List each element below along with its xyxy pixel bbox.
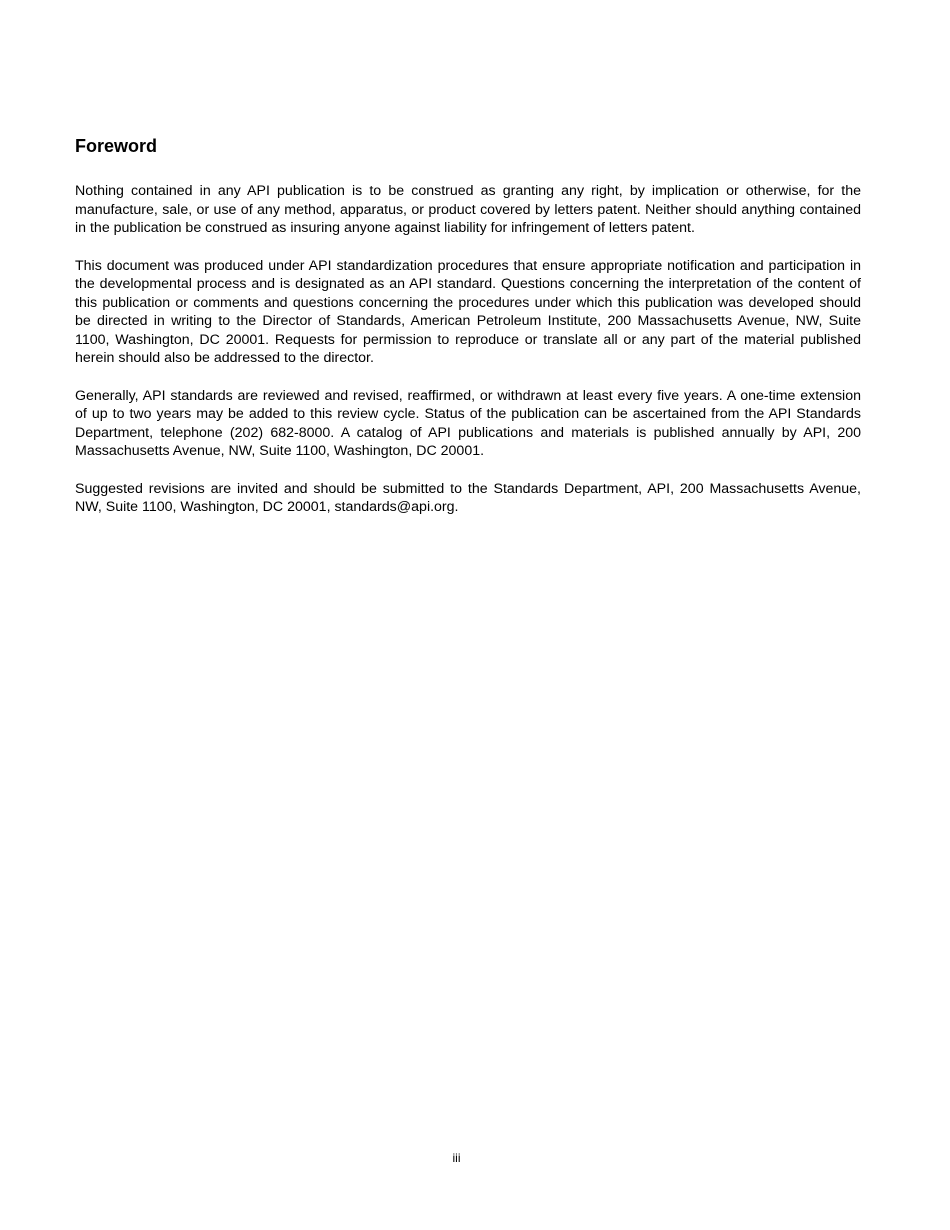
paragraph-patent-disclaimer: Nothing contained in any API publication is to be construed as granting any right, by implication or otherwise, for the manufacture, sale, or use of any method, apparatus, or product covered by letters patent. Neither should anything contained in the publication be construed as insuring anyone against liability for infringement of letters patent. [75,183,861,236]
page-title: Foreword [75,136,158,156]
foreword-body [75,182,861,536]
paragraph-suggested-revisions: Suggested revisions are invited and should be submitted to the Standards Department, API, 200 Massachusetts Avenue, NW, Suite 1100, Washington, DC 20001, standards@api.org. [75,480,861,515]
paragraph-standardization-procedures: This document was produced under API standardization procedures that ensure appropriate notification and participation in the developmental process and is designated as an API standard. Questions concerning the interpretation of the content of this publication or comments and questions concerning the procedures under which this publication was developed should be directed in writing to the Director of Standards, American Petroleum Institute, 200 Massachusetts Avenue, NW, Suite 1100, Washington, DC 20001. Requests for permission to reproduce or translate all or any part of the material published herein should also be addressed to the director. [75,257,861,366]
page-number: iii [452,1151,461,1165]
paragraph-review-cycle: Generally, API standards are reviewed and revised, reaffirmed, or withdrawn at least every five years. A one-time extension of up to two years may be added to this review cycle. Status of the publication can be ascertained from the API Standards Department, telephone (202) 682-8000. A catalog of API publications and materials is published annually by API, 200 Massachusetts Avenue, NW, Suite 1100, Washington, DC 20001. [75,387,861,459]
